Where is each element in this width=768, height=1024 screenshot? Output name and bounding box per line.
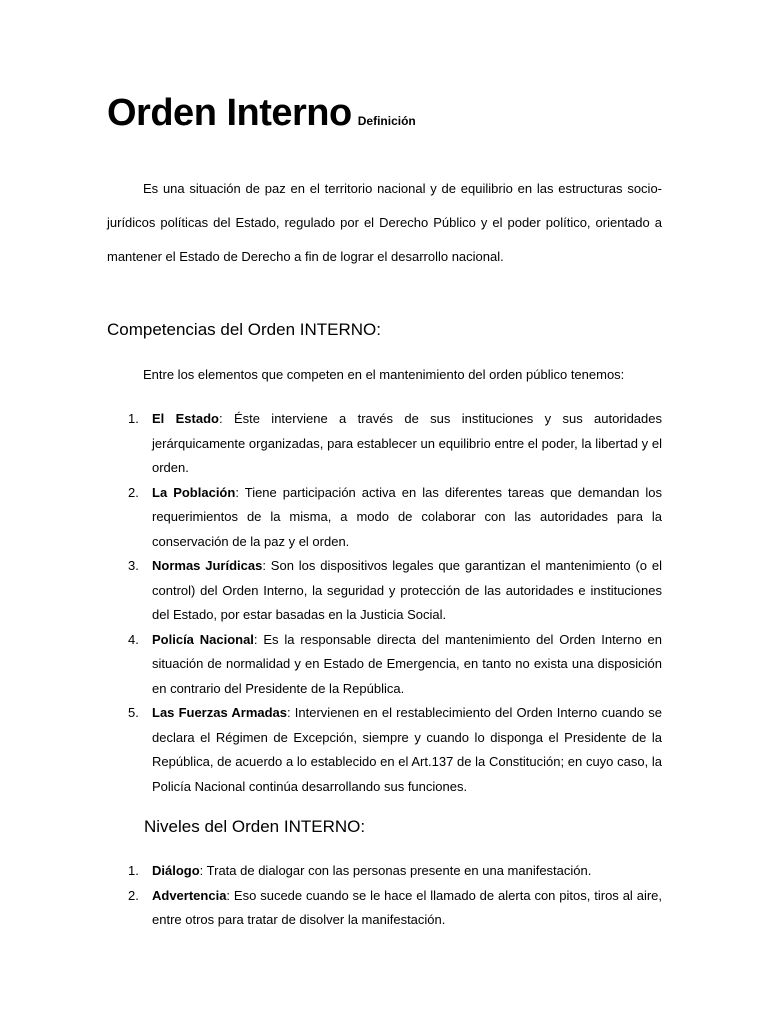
list-item xyxy=(107,628,662,702)
list-text: : Tiene participación activa en las diferentes tareas que demandan los requerimientos de la misma, a modo de colaborar con las autoridades para la conservación de la paz y el orden. xyxy=(152,484,662,549)
list-text: : Intervienen en el restablecimiento del Orden Interno cuando se declara el Régimen de Excepción, siempre y cuando lo disponga el Presidente de la República, de acuerdo a lo establecido en el Art.137 de la Constitución; en cuyo caso, la Policía Nacional continúa desarrollando sus funciones. xyxy=(152,705,662,794)
list-number: 5. xyxy=(128,705,139,720)
list-number: 1. xyxy=(128,411,139,426)
list-term: Las Fuerzas Armadas xyxy=(152,705,288,720)
intro-paragraph: Es una situación de paz en el territorio nacional y de equilibrio en las estructuras socio-jurídicos políticas del Estado, regulado por el Derecho Público y el poder político, orientado a mantener el Estado de Derecho a fin de lograr el desarrollo nacional. xyxy=(107,181,662,264)
list-text: : Eso sucede cuando se le hace el llamado de alerta con pitos, tiros al aire, entre otros para tratar de disolver la manifestación. xyxy=(152,887,662,927)
competencias-lead: Entre los elementos que competen en el mantenimiento del orden público tenemos: xyxy=(143,367,625,382)
list-item xyxy=(107,884,662,933)
title-main: Orden Interno xyxy=(107,92,352,134)
list-term: Advertencia xyxy=(152,887,227,903)
list-text: : Éste interviene a través de sus instituciones y sus autoridades jerárquicamente organizadas, para establecer un equilibrio entre el poder, la libertad y el orden. xyxy=(152,411,662,475)
list-number: 4. xyxy=(128,631,139,647)
list-text: : Son los dispositivos legales que garantizan el mantenimiento (o el control) del Orden Interno, la seguridad y protección de las autoridades e instituciones del Estado, por estar basadas en la Justicia Social. xyxy=(152,558,662,622)
list-number: 2. xyxy=(128,484,139,500)
list-item xyxy=(107,481,662,555)
list-number: 3. xyxy=(128,558,139,573)
list-term: Diálogo xyxy=(152,863,200,878)
list-number: 1. xyxy=(128,863,139,878)
niveles-list xyxy=(107,859,662,933)
title-subtitle: Definición xyxy=(357,114,416,128)
list-text: : Es la responsable directa del mantenimiento del Orden Interno en situación de normalidad y en Estado de Emergencia, en tanto no exista una disposición en contrario del Presidente de la República. xyxy=(152,631,662,696)
list-item xyxy=(107,407,662,481)
list-item xyxy=(107,701,662,799)
list-term: Policía Nacional xyxy=(152,631,254,647)
list-item xyxy=(107,859,662,884)
competencias-list xyxy=(107,407,662,799)
competencias-heading: Competencias del Orden INTERNO: xyxy=(107,320,381,339)
list-term: El Estado xyxy=(152,411,219,426)
list-number: 2. xyxy=(128,887,139,903)
list-term: Normas Jurídicas xyxy=(152,558,263,573)
list-item xyxy=(107,554,662,628)
list-term: La Población xyxy=(152,484,236,500)
niveles-heading: Niveles del Orden INTERNO: xyxy=(144,817,366,836)
list-text: : Trata de dialogar con las personas presente en una manifestación. xyxy=(199,863,592,878)
page-title xyxy=(107,92,416,135)
